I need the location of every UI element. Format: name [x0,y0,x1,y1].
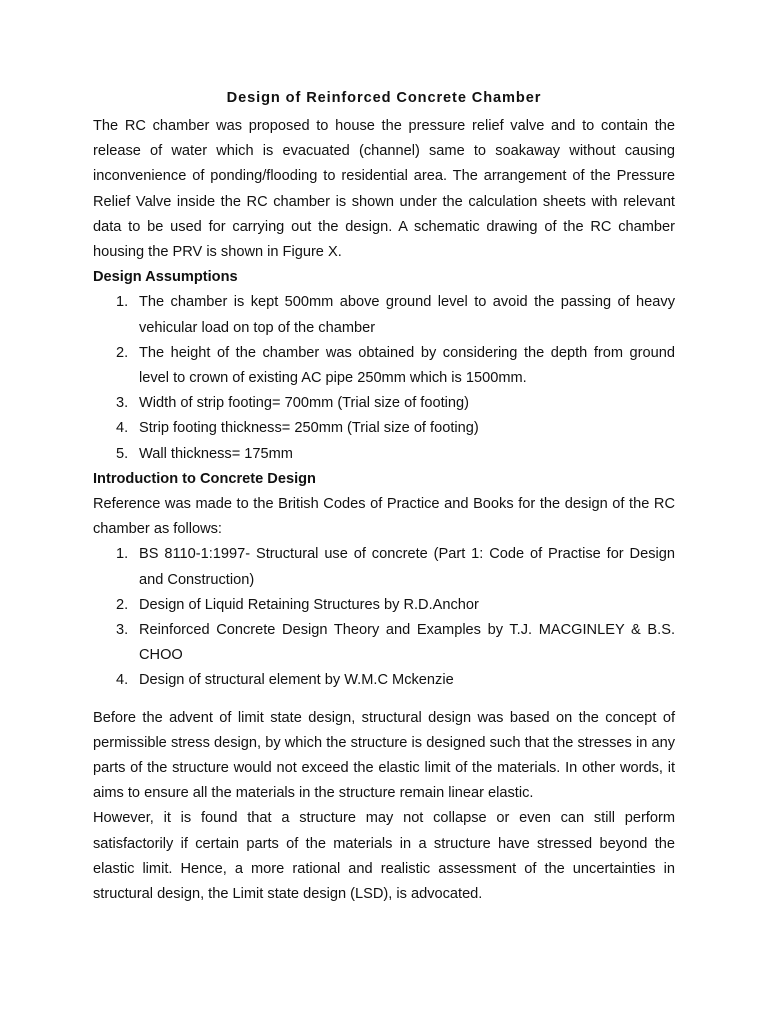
list-number: 3. [116,395,129,412]
list-item-text: Reinforced Concrete Design Theory and Examples by T.J. MACGINLEY & B.S. CHOO [139,622,675,664]
list-item-text: Strip footing thickness= 250mm (Trial size of footing) [139,420,479,437]
list-item [93,542,675,592]
document-page [93,88,675,907]
list-item-text: BS 8110-1:1997- Structural use of concrete (Part 1: Code of Practise for Design and Construction) [139,546,675,588]
list-item [93,618,675,668]
list-number: 3. [116,622,129,639]
list-number: 4. [116,420,129,437]
references-list [93,542,675,693]
list-item [93,442,675,467]
list-number: 1. [116,546,129,563]
list-number: 1. [116,294,129,311]
list-item [93,668,675,693]
list-item [93,593,675,618]
paragraph-spacer [93,694,675,706]
design-assumptions-heading: Design Assumptions [93,269,238,286]
document-title: Design of Reinforced Concrete Chamber [226,90,542,106]
intro-paragraph: The RC chamber was proposed to house the pressure relief valve and to contain the release of water which is evacuated (channel) same to soakaway without causing inconvenience of ponding/flooding to residential area. The arrangement of the Pressure Relief Valve inside the RC chamber is shown under the calculation sheets with relevant data to be used for carrying out the design. A schematic drawing of the RC chamber housing the PRV is shown in Figure X. [93,118,675,261]
list-item-text: The height of the chamber was obtained by considering the depth from ground level to crown of existing AC pipe 250mm which is 1500mm. [139,344,675,387]
lsd-paragraph-1: Before the advent of limit state design, structural design was based on the concept of permissible stress design, by which the structure is designed such that the stresses in any parts of the structure would not exceed the elastic limit of the materials. In other words, it aims to ensure all the materials in the structure remain linear elastic. [93,709,675,802]
list-number: 5. [116,445,129,462]
references-lead-paragraph: Reference was made to the British Codes of Practice and Books for the design of the RC chamber as follows: [93,496,675,538]
lsd-paragraph-2: However, it is found that a structure may not collapse or even can still perform satisfactorily if certain parts of the materials in a structure have stressed beyond the elastic limit. Hence, a more rational and realistic assessment of the uncertainties in structural design, the Limit state design (LSD), is advocated. [93,810,675,903]
list-item-text: Wall thickness= 175mm [139,445,293,462]
list-item-text: Width of strip footing= 700mm (Trial size of footing) [139,395,469,412]
list-item [93,290,675,340]
concrete-design-heading: Introduction to Concrete Design [93,470,316,487]
list-number: 2. [116,596,129,613]
design-assumptions-list [93,290,675,466]
list-number: 2. [116,344,129,361]
list-number: 4. [116,672,129,689]
list-item-text: Design of structural element by W.M.C Mckenzie [139,672,454,689]
list-item [93,416,675,441]
list-item-text: The chamber is kept 500mm above ground level to avoid the passing of heavy vehicular load on top of the chamber [139,294,675,336]
list-item [93,341,675,391]
list-item [93,391,675,416]
list-item-text: Design of Liquid Retaining Structures by R.D.Anchor [139,596,479,613]
